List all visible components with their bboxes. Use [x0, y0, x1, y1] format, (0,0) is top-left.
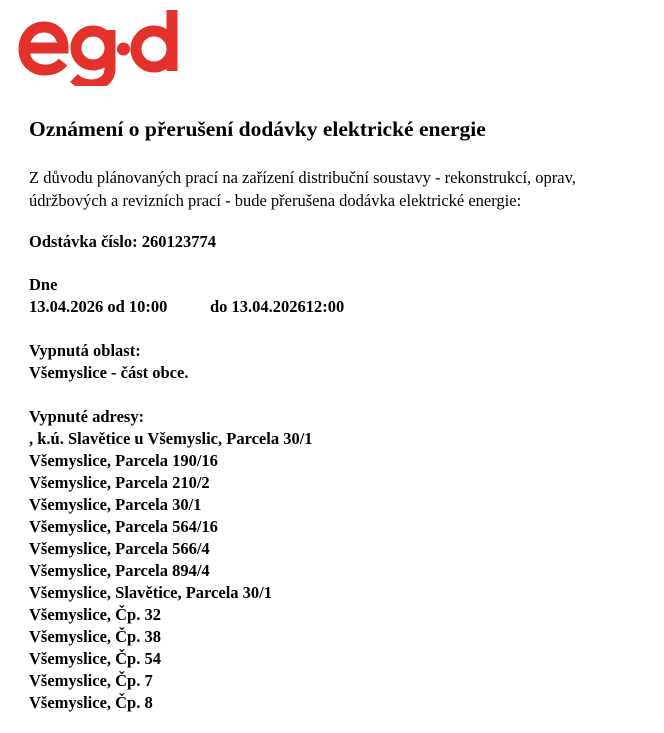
address-item: Všemyslice, Parcela 564/16 — [29, 517, 218, 536]
date-range — [29, 296, 344, 318]
addresses-section — [29, 406, 313, 714]
notice-intro: Z důvodu plánovaných prací na zařízení distribuční soustavy - rekonstrukcí, oprav, údržbových a revizních prací - bude přerušena dodávka elektrické energie: — [29, 168, 576, 210]
address-item: Všemyslice, Parcela 30/1 — [29, 495, 202, 514]
address-item: Všemyslice, Čp. 8 — [29, 693, 153, 712]
outage-number: 260123774 — [141, 232, 217, 251]
outage-number-line — [29, 231, 216, 253]
area-section — [29, 340, 188, 384]
egd-logo — [18, 6, 182, 86]
address-item: Všemyslice, Čp. 54 — [29, 649, 161, 668]
address-item: Všemyslice, Parcela 894/4 — [29, 561, 210, 580]
address-item: , k.ú. Slavětice u Všemyslic, Parcela 30/1 — [29, 429, 313, 448]
address-list — [29, 428, 313, 714]
date-label: Dne — [29, 275, 58, 294]
address-item: Všemyslice, Slavětice, Parcela 30/1 — [29, 583, 272, 602]
address-item: Všemyslice, Parcela 190/16 — [29, 451, 218, 470]
area-label: Vypnutá oblast: — [29, 341, 141, 360]
date-to: do 13.04.202612:00 — [210, 297, 345, 316]
outage-number-label: Odstávka číslo: — [29, 232, 138, 251]
notice-title: Oznámení o přerušení dodávky elektrické energie — [29, 117, 486, 141]
area-value: Všemyslice - část obce. — [29, 363, 189, 382]
addresses-label: Vypnuté adresy: — [29, 407, 145, 426]
address-item: Všemyslice, Parcela 566/4 — [29, 539, 210, 558]
address-item: Všemyslice, Parcela 210/2 — [29, 473, 210, 492]
date-section — [29, 274, 344, 318]
date-from: 13.04.2026 od 10:00 — [29, 297, 168, 316]
address-item: Všemyslice, Čp. 32 — [29, 605, 161, 624]
address-item: Všemyslice, Čp. 7 — [29, 671, 153, 690]
address-item: Všemyslice, Čp. 38 — [29, 627, 161, 646]
